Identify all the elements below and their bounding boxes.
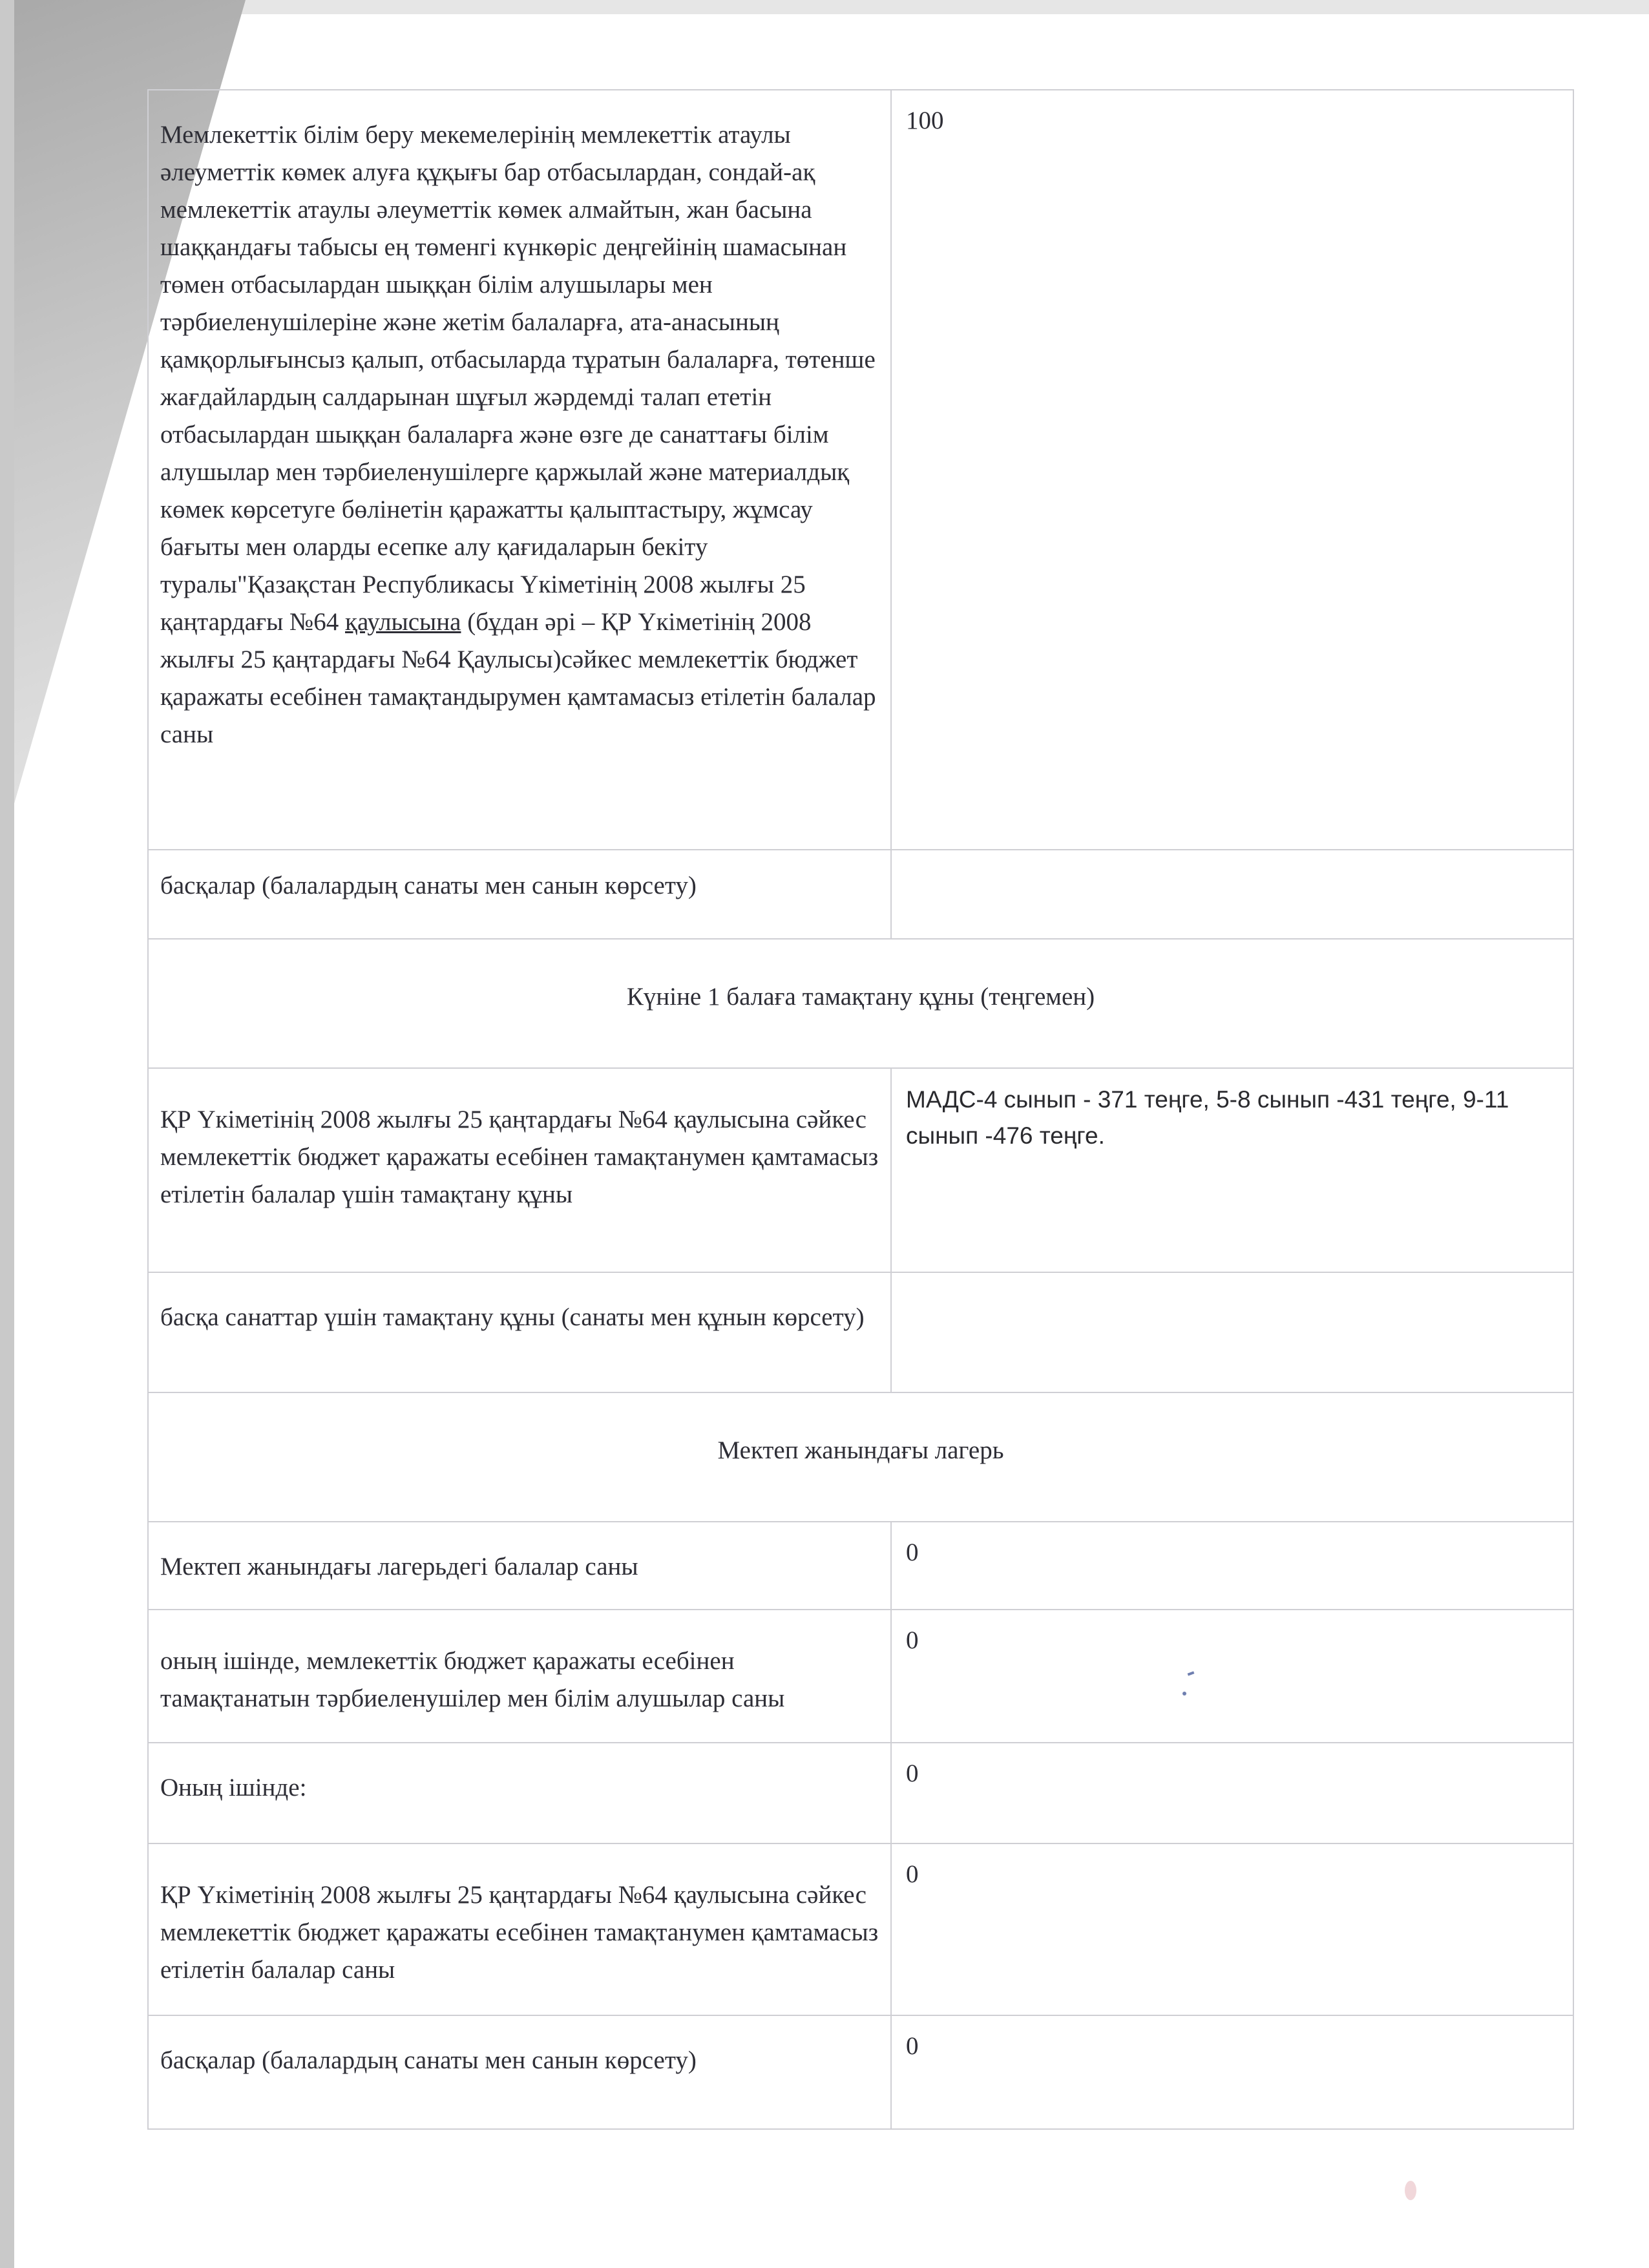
table-row bbox=[148, 1743, 1573, 1843]
state-funded-children-label bbox=[148, 90, 891, 850]
document-table bbox=[147, 89, 1574, 2130]
camp-resolution-children-label: ҚР Үкіметінің 2008 жылғы 25 қаңтардағы №64 қаулысына сәйкес мемлекеттік бюджет қаражаты есебінен тамақтанумен қамтамасыз етілетін балалар саны bbox=[148, 1843, 891, 2015]
meal-cost-value: МАДС-4 сынып - 371 теңге, 5-8 сынып -431 теңге, 9-11 сынып -476 теңге. bbox=[891, 1068, 1573, 1272]
section-heading-meal-cost: Күніне 1 балаға тамақтану құны (теңгемен) bbox=[148, 939, 1573, 1068]
camp-others-label: басқалар (балалардың санаты мен санын көрсету) bbox=[148, 2015, 891, 2129]
section-heading-school-camp: Мектеп жанындағы лагерь bbox=[148, 1392, 1573, 1522]
table-row bbox=[148, 1272, 1573, 1392]
other-categories-cost-value bbox=[891, 1272, 1573, 1392]
table-row bbox=[148, 90, 1573, 850]
section-row bbox=[148, 1392, 1573, 1522]
others-label: басқалар (балалардың санаты мен санын көрсету) bbox=[148, 850, 891, 939]
of-which-value: 0 bbox=[891, 1743, 1573, 1843]
others-value bbox=[891, 850, 1573, 939]
scan-top-edge bbox=[0, 0, 1649, 14]
label-text: (бұдан әрі – ҚР Үкіметінің 2008 жылғы 25 қаңтардағы №64 Қаулысы)сәйкес мемлекеттік бюджет қаражаты есебінен тамақтандырумен қамтамасыз етілетін балалар саны bbox=[160, 608, 876, 748]
scan-left-edge bbox=[0, 0, 14, 2268]
table-row bbox=[148, 850, 1573, 939]
other-categories-cost-label: басқа санаттар үшін тамақтану құны (санаты мен құнын көрсету) bbox=[148, 1272, 891, 1392]
table-row bbox=[148, 1068, 1573, 1272]
section-row bbox=[148, 939, 1573, 1068]
table-row bbox=[148, 1522, 1573, 1610]
camp-children-label: Мектеп жанындағы лагерьдегі балалар саны bbox=[148, 1522, 891, 1610]
resolution-link[interactable]: қаулысына bbox=[345, 608, 461, 636]
camp-others-value: 0 bbox=[891, 2015, 1573, 2129]
meal-cost-label: ҚР Үкіметінің 2008 жылғы 25 қаңтардағы №64 қаулысына сәйкес мемлекеттік бюджет қаражаты есебінен тамақтанумен қамтамасыз етілетін балалар үшін тамақтану құны bbox=[148, 1068, 891, 1272]
table-row bbox=[148, 2015, 1573, 2129]
table-row bbox=[148, 1843, 1573, 2015]
label-text: Мемлекеттік білім беру мекемелерінің мемлекеттік атаулы әлеуметтік көмек алуға құқығы бар отбасылардан, сондай-ақ мемлекеттік атаулы әлеуметтік көмек алмайтын, жан басына шаққандағы табысы ең төменгі күнкөріс деңгейінің шамасынан төмен отбасылардан шыққан білім алушылары мен тәрбиеленушілеріне және жетім балаларға, ата-анасының қамқорлығынсыз қалып, отбасыларда тұратын балаларға, төтенше жағдайлардың салдарынан шұғыл жәрдемді талап ететін отбасылардан шыққан балаларға және өзге де санаттағы білім алушылар мен тәрбиеленушілерге қаржылай және материалдық көмек көрсетуге бөлінетін қаражатты қалыптастыру, жұмсау бағыты мен оларды есепке алу қағидаларын бекіту туралы"Қазақстан Республикасы Үкіметінің 2008 жылғы 25 қаңтардағы №64 bbox=[160, 121, 876, 636]
camp-resolution-children-value: 0 bbox=[891, 1843, 1573, 2015]
state-funded-children-value: 100 bbox=[891, 90, 1573, 850]
of-which-label: Оның ішінде: bbox=[148, 1743, 891, 1843]
table-row bbox=[148, 1610, 1573, 1743]
ink-mark bbox=[1182, 1692, 1186, 1696]
camp-state-funded-label: оның ішінде, мемлекеттік бюджет қаражаты есебінен тамақтанатын тәрбиеленушілер мен білім алушылар саны bbox=[148, 1610, 891, 1743]
camp-state-funded-value: 0 bbox=[891, 1610, 1573, 1743]
ink-mark bbox=[1405, 2181, 1416, 2200]
camp-children-value: 0 bbox=[891, 1522, 1573, 1610]
